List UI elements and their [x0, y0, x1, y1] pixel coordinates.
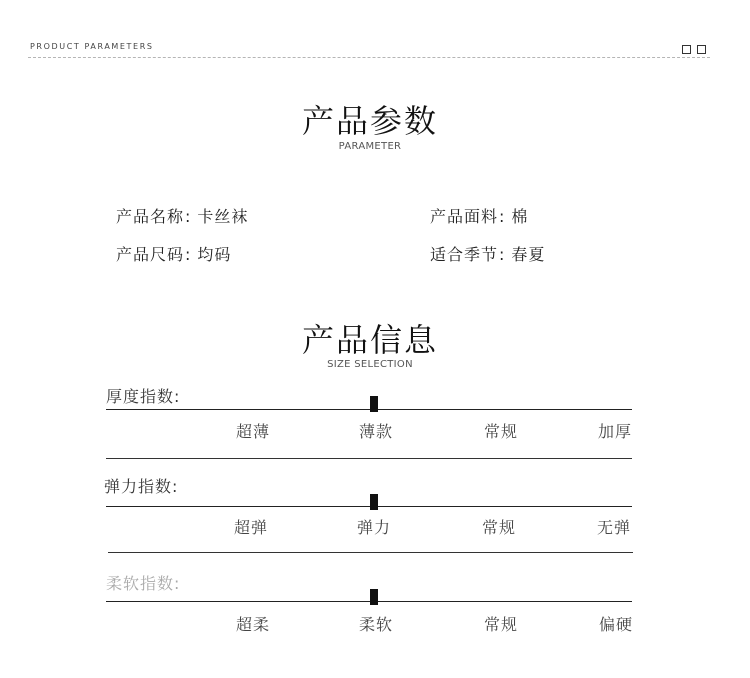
param-colon: :: [499, 245, 506, 264]
param-colon: :: [185, 245, 192, 264]
param-material-label: 产品面料: [430, 207, 499, 226]
square-icon: [697, 45, 706, 54]
thickness-marker: [370, 396, 378, 412]
thickness-option: 超薄: [236, 422, 271, 441]
elasticity-label: 弹力指数:: [104, 477, 179, 496]
thickness-track: [106, 409, 632, 410]
row-divider: [106, 458, 632, 459]
param-season-value: 春夏: [511, 245, 546, 264]
header-label: PRODUCT PARAMETERS: [30, 42, 154, 51]
param-season: [430, 242, 545, 265]
header-squares: [682, 45, 706, 54]
elasticity-option: 无弹: [597, 518, 632, 537]
param-name: [116, 204, 248, 227]
softness-option: 常规: [484, 615, 519, 634]
elasticity-option: 常规: [482, 518, 517, 537]
elasticity-option: 超弹: [234, 518, 269, 537]
param-colon: :: [499, 207, 506, 226]
softness-label: 柔软指数:: [106, 574, 181, 593]
info-title: 产品信息: [301, 321, 438, 359]
param-size: [116, 242, 231, 265]
param-season-label: 适合季节: [430, 245, 499, 264]
params-title: 产品参数: [301, 102, 438, 140]
elasticity-marker: [370, 494, 378, 510]
elasticity-track: [106, 506, 632, 507]
header-rule: [28, 57, 710, 58]
thickness-option: 薄款: [359, 422, 394, 441]
thickness-option: 常规: [484, 422, 519, 441]
softness-option: 偏硬: [599, 615, 634, 634]
param-name-label: 产品名称: [116, 207, 185, 226]
info-subtitle: SIZE SELECTION: [327, 359, 413, 370]
softness-track: [106, 601, 632, 602]
softness-option: 超柔: [236, 615, 271, 634]
thickness-label: 厚度指数:: [106, 387, 181, 406]
softness-marker: [370, 589, 378, 605]
param-colon: :: [185, 207, 192, 226]
softness-option: 柔软: [359, 615, 394, 634]
params-subtitle: PARAMETER: [338, 141, 402, 152]
thickness-option: 加厚: [598, 422, 633, 441]
row-divider: [108, 552, 633, 553]
square-icon: [682, 45, 691, 54]
param-size-value: 均码: [197, 245, 232, 264]
elasticity-option: 弹力: [357, 518, 392, 537]
param-material-value: 棉: [511, 207, 529, 226]
param-name-value: 卡丝袜: [197, 207, 249, 226]
param-size-label: 产品尺码: [116, 245, 185, 264]
param-material: [430, 204, 528, 227]
